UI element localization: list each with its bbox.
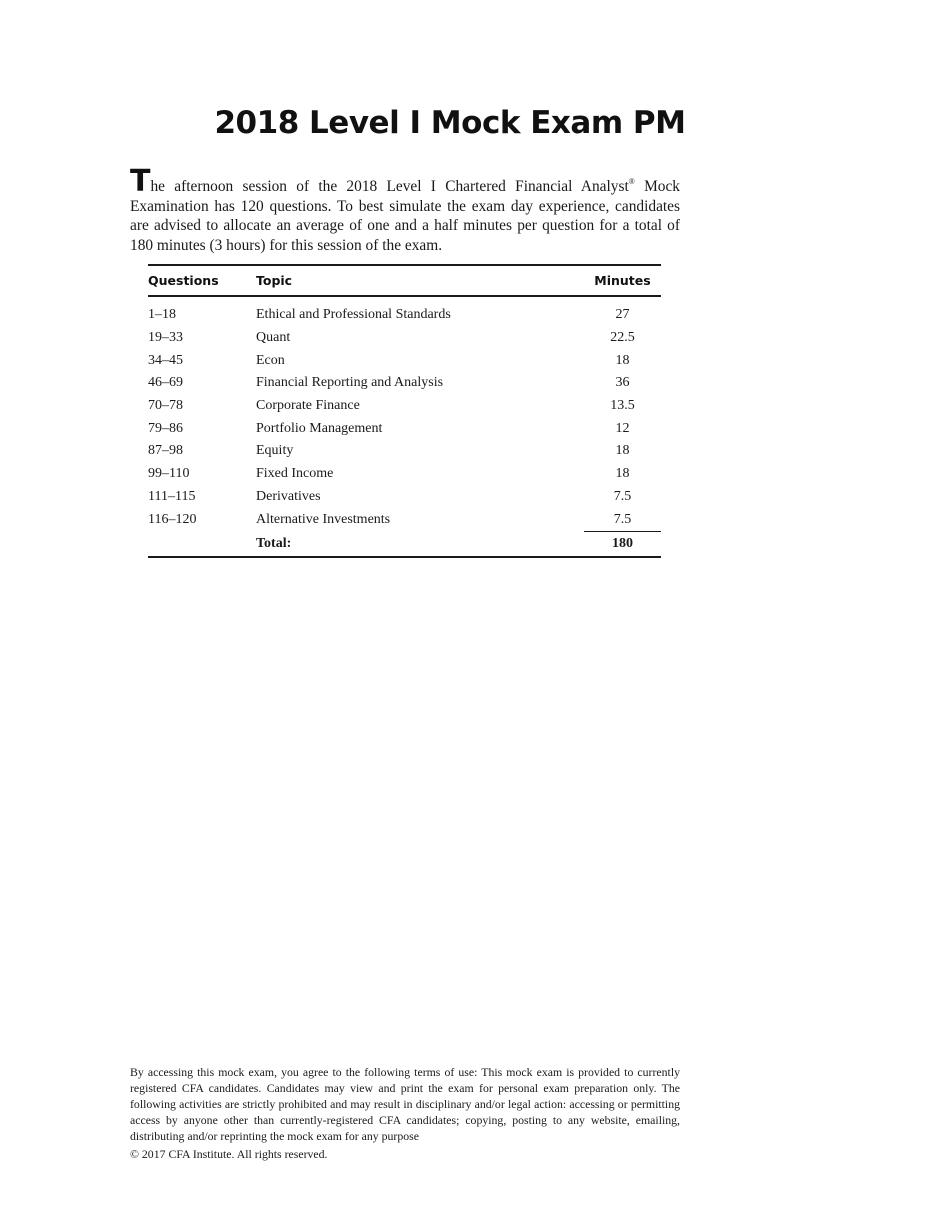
questions-cell: 79–86 <box>148 420 183 436</box>
topic-cell: Ethical and Professional Standards <box>256 307 451 323</box>
topic-cell: Equity <box>256 443 294 459</box>
header-topic: Topic <box>256 265 584 296</box>
copyright-notice: © 2017 CFA Institute. All rights reserved. <box>130 1147 328 1161</box>
minutes-cell: 13.5 <box>610 398 635 414</box>
registered-mark: ® <box>628 177 635 186</box>
questions-cell: 111–115 <box>148 488 196 504</box>
header-minutes: Minutes <box>584 265 661 296</box>
table-row <box>148 327 661 350</box>
questions-cell: 116–120 <box>148 511 197 527</box>
table-row <box>148 395 661 418</box>
table-row <box>148 463 661 486</box>
header-questions: Questions <box>148 265 256 296</box>
table-row <box>148 440 661 463</box>
questions-cell: 1–18 <box>148 307 176 323</box>
table-row <box>148 296 661 327</box>
minutes-cell: 27 <box>615 307 630 323</box>
page-title: 2018 Level I Mock Exam PM <box>214 105 686 141</box>
table-row <box>148 417 661 440</box>
intro-text-continued: Mock Examination has 120 questions. To best simulate the exam day experience, candidates are advised to allocate an average of one and a half minutes per question for a total of 180 minutes (3 hours) for this session of the exam. <box>130 178 680 254</box>
questions-cell: 87–98 <box>148 443 183 459</box>
questions-cell: 99–110 <box>148 466 190 482</box>
total-label: Total: <box>256 531 584 557</box>
exam-schedule-table <box>148 264 661 558</box>
topic-cell: Quant <box>256 330 291 346</box>
terms-of-use: By accessing this mock exam, you agree to the following terms of use: This mock exam is provided to currently registered CFA candidates. Candidates may view and print the exam for personal exam preparation only. The following activities are strictly prohibited and may result in disciplinary and/or legal action: accessing or permitting access by anyone other than currently-registered CFA candidates; copying, posting to any website, emailing, distributing and/or reprinting the mock exam for any purpose <box>130 1065 680 1143</box>
minutes-cell: 18 <box>615 443 630 459</box>
intro-text: he afternoon session of the 2018 Level I Chartered Financial Analyst <box>150 178 629 195</box>
questions-cell: 34–45 <box>148 352 183 368</box>
table-row <box>148 486 661 509</box>
questions-cell: 70–78 <box>148 398 183 414</box>
topic-cell: Corporate Finance <box>256 398 360 414</box>
minutes-cell: 18 <box>615 352 630 368</box>
total-spacer-cell <box>148 531 256 557</box>
minutes-cell: 22.5 <box>610 330 635 346</box>
table-row <box>148 508 661 531</box>
topic-cell: Econ <box>256 352 285 368</box>
intro-paragraph <box>130 164 680 255</box>
table-header-row <box>148 265 661 296</box>
topic-cell: Alternative Investments <box>256 511 391 527</box>
minutes-cell: 7.5 <box>613 488 632 504</box>
topic-cell: Derivatives <box>256 488 321 504</box>
questions-cell: 46–69 <box>148 375 183 391</box>
questions-cell: 19–33 <box>148 330 183 346</box>
drop-cap: T <box>130 164 151 199</box>
table-row <box>148 349 661 372</box>
minutes-cell: 18 <box>615 466 630 482</box>
minutes-cell: 7.5 <box>584 508 661 531</box>
minutes-cell: 12 <box>615 420 630 436</box>
total-value: 180 <box>584 531 661 557</box>
minutes-cell: 36 <box>615 375 630 391</box>
topic-cell: Portfolio Management <box>256 420 383 436</box>
total-row <box>148 531 661 557</box>
topic-cell: Financial Reporting and Analysis <box>256 375 444 391</box>
table-row <box>148 372 661 395</box>
topic-cell: Fixed Income <box>256 466 334 482</box>
